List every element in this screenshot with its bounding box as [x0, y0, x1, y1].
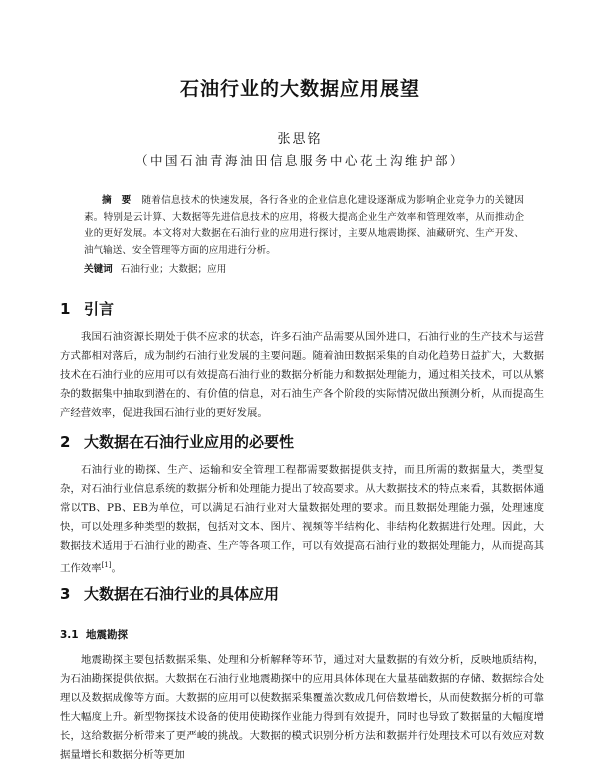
section-heading: [60, 583, 279, 604]
section-heading: [60, 431, 294, 452]
section-number: 2: [60, 433, 71, 451]
subsection-number: 3.1: [60, 629, 79, 641]
keywords-label: 关键词: [84, 264, 113, 275]
abstract-label: 摘 要: [102, 195, 132, 206]
section-title: 引言: [84, 300, 115, 318]
paper-title: 石油行业的大数据应用展望: [179, 78, 420, 100]
abstract-text: 随着信息技术的快速发展，各行各业的企业信息化建设逐渐成为影响企业竞争力的关键因素。特别是云计算、大数据等先进信息技术的应用，将极大提高企业生产效率和管理效率，从而推动企业的更好发展。本文将对大数据在石油行业的应用进行探讨，主要从地震勘探、油藏研究、生产开发、油气输送、安全管理等方面的应用进行分析。: [84, 195, 525, 256]
section-paragraph: 我国石油资源长期处于供不应求的状态，许多石油产品需要从国外进口，石油行业的生产技术与运营方式都相对落后，成为制约石油行业发展的主要问题。随着油田数据采集的自动化趋势日益扩大，大数据技术在石油行业的应用可以有效提高石油行业的数据分析能力和数据处理能力，通过相关技术，可以从繁杂的数据集中抽取到潜在的、有价值的信息，对石油生产各个阶段的实际情况做出预测分析，从而提高生产经营效率，促进我国石油行业的更好发展。: [60, 331, 544, 419]
subsection-title: 地震勘探: [86, 629, 128, 641]
citation: [1]: [101, 561, 112, 569]
section-title: 大数据在石油行业的具体应用: [84, 585, 280, 603]
author-name: 张思铭: [277, 132, 323, 147]
section-title: 大数据在石油行业应用的必要性: [84, 433, 295, 451]
paragraph-text: 石油行业的勘探、生产、运输和安全管理工程都需要数据提供支持，而且所需的数据量大，类型复杂，对石油行业信息系统的数据分析和处理能力提出了较高要求。从大数据技术的特点来看，其数据体通常以TB、PB、EB为单位，可以满足石油行业对大量数据处理的要求。而且数据处理能力强，处理速度快，可以处理多种类型的数据，包括对文本、图片、视频等半结构化、非结构化数据进行处理。因此，大数据技术适用于石油行业的勘查、生产等各项工作，可以有效提高石油行业的数据处理能力，从而提高其工作效率: [60, 464, 544, 575]
keywords-text: 石油行业；大数据；应用: [120, 264, 227, 275]
section-heading: [60, 298, 114, 319]
author-affiliation: （中国石油青海油田信息服务中心花土沟维护部）: [134, 153, 465, 168]
section-number: 3: [60, 585, 71, 603]
subsection-paragraph: 地震勘探主要包括数据采集、处理和分析解释等环节，通过对大量数据的有效分析，反映地质结构，为石油勘探提供依据。大数据在石油行业地震勘探中的应用具体体现在大量基础数据的存储、数据综合处理以及数据成像等方面。大数据的应用可以使数据采集覆盖次数成几何倍数增长，从而使数据分析的可靠性大幅度上升。新型物探技术设备的使用使勘探作业能力得到有效提升，同时也导致了数据量的大幅度增长，这给数据分析带来了更严峻的挑战。大数据的模式识别分析方法和数据并行处理技术可以有效应对数据量增长和数据分析等更加: [60, 654, 544, 761]
keywords: [84, 262, 524, 278]
paragraph-tail: 。: [111, 562, 122, 575]
abstract: [84, 193, 524, 259]
section-number: 1: [60, 300, 71, 318]
subsection-heading: [60, 627, 128, 642]
section-paragraph: [60, 461, 544, 578]
